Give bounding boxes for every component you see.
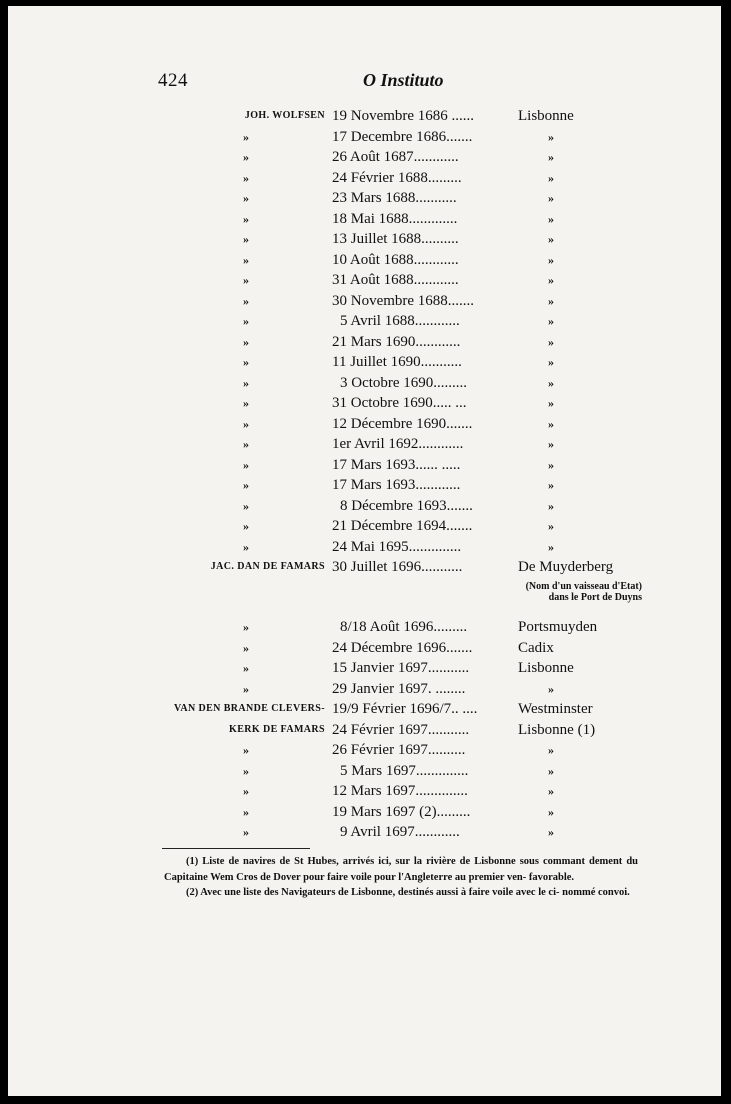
table-row — [8, 375, 721, 396]
destination-ditto-mark: » — [548, 232, 554, 246]
destination-ditto-mark: » — [548, 457, 554, 472]
arrival-date: 30 Juillet 1696........... — [332, 559, 463, 575]
destination-ditto-mark: » — [548, 498, 554, 513]
arrival-date: 19 Novembre 1686 ...... — [332, 108, 475, 124]
table-row — [8, 681, 721, 702]
destination-ditto-mark: » — [548, 804, 554, 819]
name-ditto-mark: » — [243, 763, 249, 778]
destination-ditto-mark: » — [548, 273, 554, 287]
name-ditto-mark: » — [243, 355, 249, 369]
destination: Lisbonne (1) — [518, 721, 596, 738]
arrival-date: 17 Mars 1693...... ..... — [332, 456, 461, 473]
arrival-date: 31 Octobre 1690..... ... — [332, 395, 467, 411]
name-ditto-mark: » — [243, 743, 249, 757]
arrival-date: 19/9 Février 1696/7.. .... — [332, 701, 478, 717]
destination-ditto-mark: » — [548, 293, 554, 308]
arrival-date: 24 Mai 1695.............. — [332, 538, 462, 555]
table-row — [8, 436, 721, 457]
table-row — [8, 518, 721, 539]
table-row — [8, 722, 721, 743]
arrival-date: 21 Décembre 1694....... — [332, 518, 473, 534]
table-row — [8, 742, 721, 763]
captain-name: VAN DEN BRANDE CLEVERS- — [174, 703, 325, 714]
destination-note: (Nom d'un vaisseau d'Etat) dans le Port de Duyns — [525, 581, 642, 603]
arrival-date: 17 Decembre 1686....... — [332, 128, 473, 145]
name-ditto-mark: » — [243, 519, 249, 533]
arrival-date: 26 Février 1697.......... — [332, 742, 466, 758]
table-row — [8, 108, 721, 129]
ship-list-table — [8, 108, 721, 845]
destination-ditto-mark: » — [548, 437, 554, 451]
table-row — [8, 804, 721, 825]
name-ditto-mark: » — [243, 252, 249, 267]
table-row — [8, 354, 721, 375]
name-ditto-mark: » — [243, 498, 249, 513]
name-ditto-mark: » — [243, 150, 249, 164]
destination-ditto-mark: » — [548, 314, 554, 328]
name-ditto-mark: » — [243, 396, 249, 410]
destination-ditto-mark: » — [548, 825, 554, 839]
arrival-date: 29 Janvier 1697. ........ — [332, 680, 466, 697]
arrival-date: 5 Mars 1697.............. — [340, 762, 469, 779]
arrival-date: 26 Août 1687............ — [332, 149, 459, 165]
destination: Westminster — [518, 701, 593, 717]
destination-ditto-mark: » — [548, 211, 554, 226]
destination: De Muyderberg — [518, 559, 614, 575]
arrival-date: 19 Mars 1697 (2)......... — [332, 803, 471, 820]
table-row — [8, 559, 721, 619]
destination-ditto-mark: » — [548, 252, 554, 267]
destination-ditto-mark: » — [548, 539, 554, 554]
captain-name: JAC. DAN DE FAMARS — [210, 561, 325, 572]
table-row — [8, 334, 721, 355]
destination-ditto-mark: » — [548, 334, 554, 349]
arrival-date: 3 Octobre 1690......... — [340, 374, 468, 391]
table-row — [8, 231, 721, 252]
arrival-date: 1er Avril 1692............ — [332, 436, 464, 452]
table-row — [8, 190, 721, 211]
arrival-date: 10 Août 1688............ — [332, 251, 459, 268]
footnote-rule — [162, 848, 310, 849]
name-ditto-mark: » — [243, 170, 249, 185]
arrival-date: 13 Juillet 1688.......... — [332, 231, 459, 247]
arrival-date: 31 Août 1688............ — [332, 272, 459, 288]
name-ditto-mark: » — [243, 129, 249, 144]
table-row — [8, 640, 721, 661]
document-page — [8, 6, 721, 1096]
destination-ditto-mark: » — [548, 129, 554, 144]
table-row — [8, 619, 721, 640]
table-row — [8, 170, 721, 191]
arrival-date: 9 Avril 1697............ — [340, 824, 460, 840]
name-ditto-mark: » — [243, 416, 249, 431]
table-row — [8, 539, 721, 560]
captain-name: JOH. WOLFSEN — [244, 110, 325, 121]
table-row — [8, 416, 721, 437]
destination-ditto-mark: » — [548, 743, 554, 757]
name-ditto-mark: » — [243, 661, 249, 675]
arrival-date: 23 Mars 1688........... — [332, 190, 457, 206]
arrival-date: 15 Janvier 1697........... — [332, 660, 470, 676]
name-ditto-mark: » — [243, 478, 249, 492]
arrival-date: 21 Mars 1690............ — [332, 333, 461, 350]
name-ditto-mark: » — [243, 334, 249, 349]
destination-ditto-mark: » — [548, 375, 554, 390]
table-row — [8, 824, 721, 845]
table-row — [8, 149, 721, 170]
name-ditto-mark: » — [243, 375, 249, 390]
arrival-date: 24 Décembre 1696....... — [332, 639, 473, 656]
arrival-date: 11 Juillet 1690........... — [332, 354, 462, 370]
destination-ditto-mark: » — [548, 396, 554, 410]
destination-ditto-mark: » — [548, 763, 554, 778]
destination: Lisbonne — [518, 660, 574, 676]
captain-name: KERK DE FAMARS — [229, 723, 325, 735]
destination-ditto-mark: » — [548, 681, 554, 696]
page-number: 424 — [158, 70, 188, 91]
destination-ditto-mark: » — [548, 478, 554, 492]
name-ditto-mark: » — [243, 804, 249, 819]
arrival-date: 24 Février 1688......... — [332, 169, 462, 186]
arrival-date: 12 Mars 1697.............. — [332, 783, 468, 799]
arrival-date: 12 Décembre 1690....... — [332, 415, 473, 432]
table-row — [8, 293, 721, 314]
arrival-date: 5 Avril 1688............ — [340, 313, 460, 329]
table-row — [8, 660, 721, 681]
destination-ditto-mark: » — [548, 519, 554, 533]
destination-ditto-mark: » — [548, 170, 554, 185]
footnote-1: (1) Liste de navires de St Hubes, arrivés ici, sur la rivière de Lisbonne sous commant dement du Capitaine Wem Cros de Dover pour faire voile pour l'Angleterre au premier ven- favorable. — [164, 856, 638, 883]
running-title: O Instituto — [363, 70, 444, 90]
destination-ditto-mark: » — [548, 355, 554, 369]
arrival-date: 17 Mars 1693............ — [332, 477, 461, 493]
arrival-date: 8 Décembre 1693....... — [340, 497, 473, 514]
name-ditto-mark: » — [243, 273, 249, 287]
name-ditto-mark: » — [243, 640, 249, 655]
name-ditto-mark: » — [243, 784, 249, 798]
table-row — [8, 701, 721, 722]
name-ditto-mark: » — [243, 539, 249, 554]
arrival-date: 8/18 Août 1696......... — [340, 619, 468, 635]
destination-ditto-mark: » — [548, 784, 554, 798]
destination-ditto-mark: » — [548, 416, 554, 431]
footnote-2: (2) Avec une liste des Navigateurs de Lisbonne, destinés aussi à faire voile avec le ci- nommé convoi. — [186, 887, 630, 898]
name-ditto-mark: » — [243, 191, 249, 205]
name-ditto-mark: » — [243, 232, 249, 246]
table-row — [8, 763, 721, 784]
name-ditto-mark: » — [243, 293, 249, 308]
destination: Lisbonne — [518, 108, 574, 124]
destination: Portsmuyden — [518, 619, 598, 635]
table-row — [8, 313, 721, 334]
name-ditto-mark: » — [243, 620, 249, 634]
destination: Cadix — [518, 639, 554, 656]
destination-ditto-mark: » — [548, 191, 554, 205]
arrival-date: 30 Novembre 1688....... — [332, 292, 475, 309]
table-row — [8, 129, 721, 150]
name-ditto-mark: » — [243, 681, 249, 696]
arrival-date: 24 Février 1697........... — [332, 721, 470, 738]
table-row — [8, 252, 721, 273]
arrival-date: 18 Mai 1688............. — [332, 210, 458, 227]
name-ditto-mark: » — [243, 825, 249, 839]
table-row — [8, 211, 721, 232]
table-row — [8, 783, 721, 804]
name-ditto-mark: » — [243, 211, 249, 226]
table-row — [8, 272, 721, 293]
table-row — [8, 395, 721, 416]
name-ditto-mark: » — [243, 457, 249, 472]
name-ditto-mark: » — [243, 314, 249, 328]
table-row — [8, 457, 721, 478]
table-row — [8, 477, 721, 498]
footnotes — [164, 854, 638, 901]
name-ditto-mark: » — [243, 437, 249, 451]
destination-ditto-mark: » — [548, 150, 554, 164]
table-row — [8, 498, 721, 519]
page-header — [158, 70, 608, 100]
